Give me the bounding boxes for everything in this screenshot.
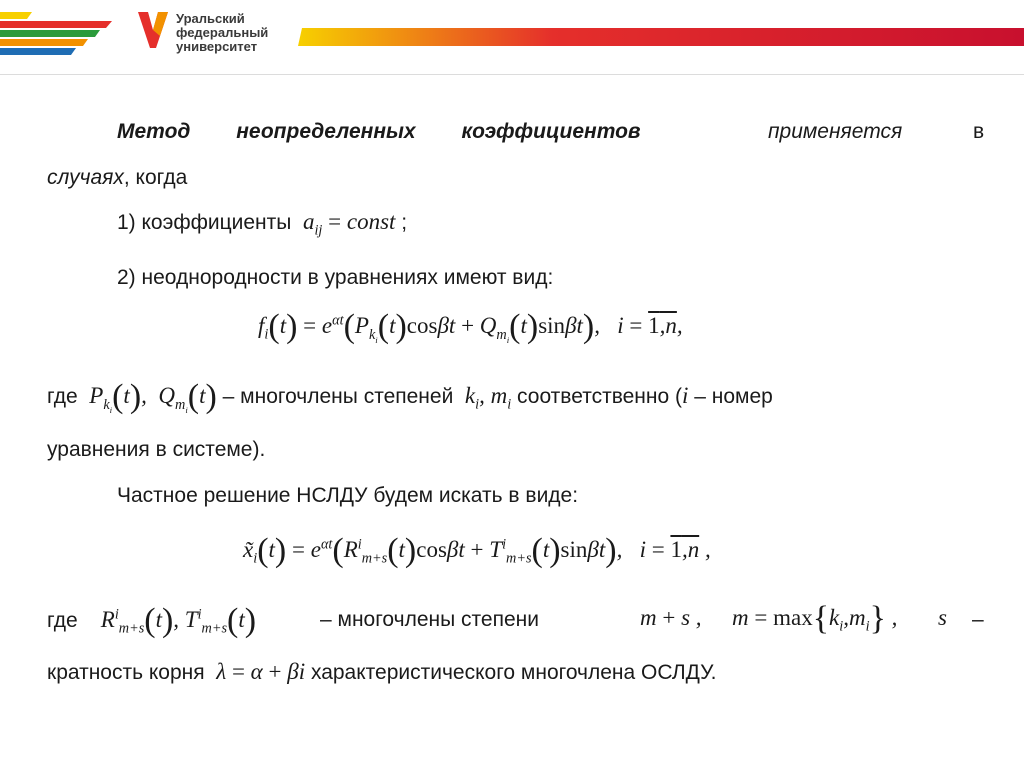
formula-x-i: $x̃_i(t) = e^{\alpha t}(R^i_{m+s}(t)\cos\beta t + T^i_{m+s}(t)\sin\beta t)$, i = 1,n , <box>243 532 711 569</box>
university-name-line1: Уральский <box>176 11 245 26</box>
p1-rest: применяется <box>768 120 903 143</box>
item1-label: 1) коэффициенты <box>117 211 292 234</box>
where1-degrees: $k_i$, $m_i$ <box>459 383 512 413</box>
word-cases: случаях <box>47 166 124 189</box>
formula-f-i: $f_i(t) = e^{\alpha t}(P_{k_i}(t)\cos\beta t + Q_{m_i}(t)\sin\beta t)$, i = 1,n, <box>258 308 683 345</box>
university-name-line2: федеральный <box>176 25 269 40</box>
where2-degree: m + s , <box>640 605 702 630</box>
where1-num: – номер <box>694 385 773 408</box>
brand-stripes <box>0 12 112 58</box>
where1-line2: уравнения в системе). <box>47 438 266 461</box>
where2-line2a: кратность корня <box>47 661 205 684</box>
where1-index: i <box>682 383 689 408</box>
where1-polys: $P_{k_i}(t)$, $Q_{m_i}(t)$ <box>83 378 217 415</box>
university-name <box>176 12 268 54</box>
where2-polys: $R^i_{m+s}(t)$, $T^i_{m+s}(t)$ <box>83 602 257 639</box>
university-logo-icon <box>136 10 170 52</box>
where2-max: $m = \max\{k_i,m_i\}$ , <box>732 600 898 637</box>
item2: 2) неоднородности в уравнениях имеют вид: <box>117 266 554 289</box>
where2-line2 <box>47 659 716 686</box>
slide-body <box>0 74 1024 768</box>
where2-line2b: характеристического многочлена ОСЛДУ. <box>310 661 717 684</box>
where1-text: – многочлены степеней <box>222 385 454 408</box>
where2-end: – <box>972 608 984 631</box>
item1-end: ; <box>401 211 408 234</box>
where1-label: где <box>47 385 78 408</box>
header-banner <box>0 0 1024 72</box>
word-when: , когда <box>123 166 188 189</box>
method-title: Метод неопределенных коэффициентов <box>117 120 641 143</box>
brand-bar-right <box>298 28 1024 46</box>
where2-s: s <box>938 605 947 630</box>
where2-line1 <box>47 602 257 639</box>
p1-tail: в <box>973 120 985 143</box>
where1-resp: соответственно ( <box>517 385 683 408</box>
where2-label: где <box>47 609 78 632</box>
where2-text: – многочлены степени <box>320 608 539 631</box>
university-name-line3: университет <box>176 39 258 54</box>
p1-line2 <box>47 165 187 191</box>
root-formula: λ = α + βi <box>210 659 306 684</box>
p1-line1 <box>117 119 641 145</box>
item1 <box>117 209 408 239</box>
item1-formula: $a_{ij}$ = const <box>297 209 396 239</box>
solution-text: Частное решение НСЛДУ будем искать в виде: <box>117 484 579 507</box>
where1-line1 <box>47 378 773 415</box>
